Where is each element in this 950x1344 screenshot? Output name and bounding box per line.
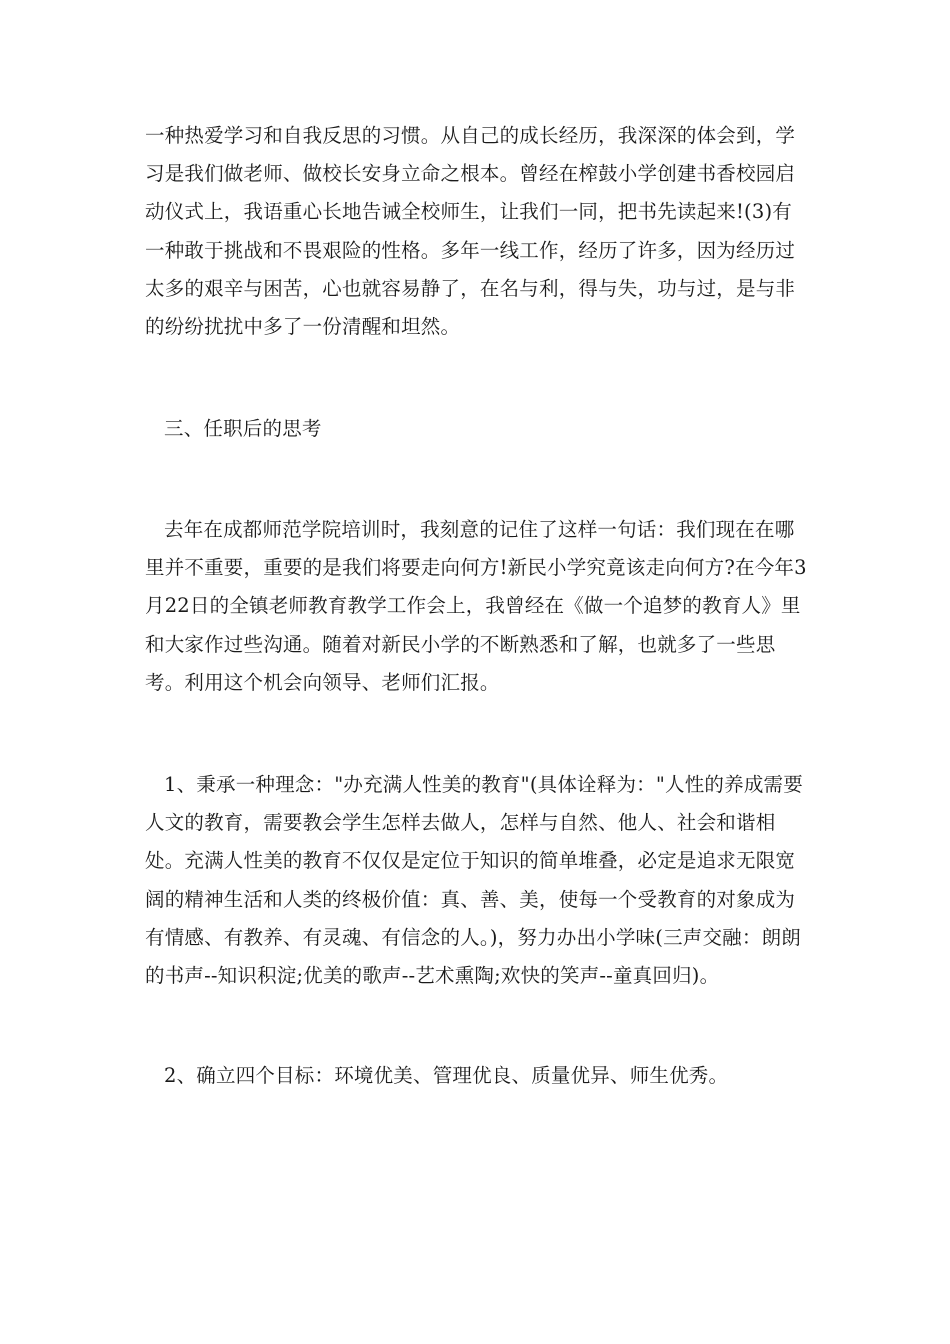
- body-paragraph: 一种热爱学习和自我反思的习惯。从自己的成长经历，我深深的体会到，学习是我们做老师、做校长安身立命之根本。曾经在榨鼓小学创建书香校园启动仪式上，我语重心长地告诫全校师生，让我们一同，把书先读起来!(3)有一种敢于挑战和不畏艰险的性格。多年一线工作，经历了许多，因为经历过太多的艰辛与困苦，心也就容易静了，在名与利，得与失，功与过，是与非的纷纷扰扰中多了一份清醒和坦然。: [145, 124, 796, 339]
- body-paragraph: 1、秉承一种理念："办充满人性美的教育"(具体诠释为："人性的养成需要人文的教育，需要教会学生怎样去做人，怎样与自然、他人、社会和谐相处。充满人性美的教育不仅仅是定位于知识的简单堆叠，必定是追求无限宽阔的精神生活和人类的终极价值：真、善、美，使每一个受教育的对象成为有情感、有教养、有灵魂、有信念的人。)，努力办出小学味(三声交融：朗朗的书声--知识积淀;优美的歌声--艺术熏陶;欢快的笑声--童真回归)。: [145, 773, 803, 988]
- body-paragraph: 去年在成都师范学院培训时，我刻意的记住了这样一句话：我们现在在哪里并不重要，重要的是我们将要走向何方!新民小学究竟该走向何方?在今年3月22日的全镇老师教育教学工作会上，我曾经在《做一个追梦的教育人》里和大家作过些沟通。随着对新民小学的不断熟悉和了解，也就多了一些思考。利用这个机会向领导、老师们汇报。: [145, 518, 807, 694]
- section-heading: 三、任职后的思考: [164, 417, 322, 440]
- body-paragraph: 2、确立四个目标：环境优美、管理优良、质量优异、师生优秀。: [164, 1064, 729, 1087]
